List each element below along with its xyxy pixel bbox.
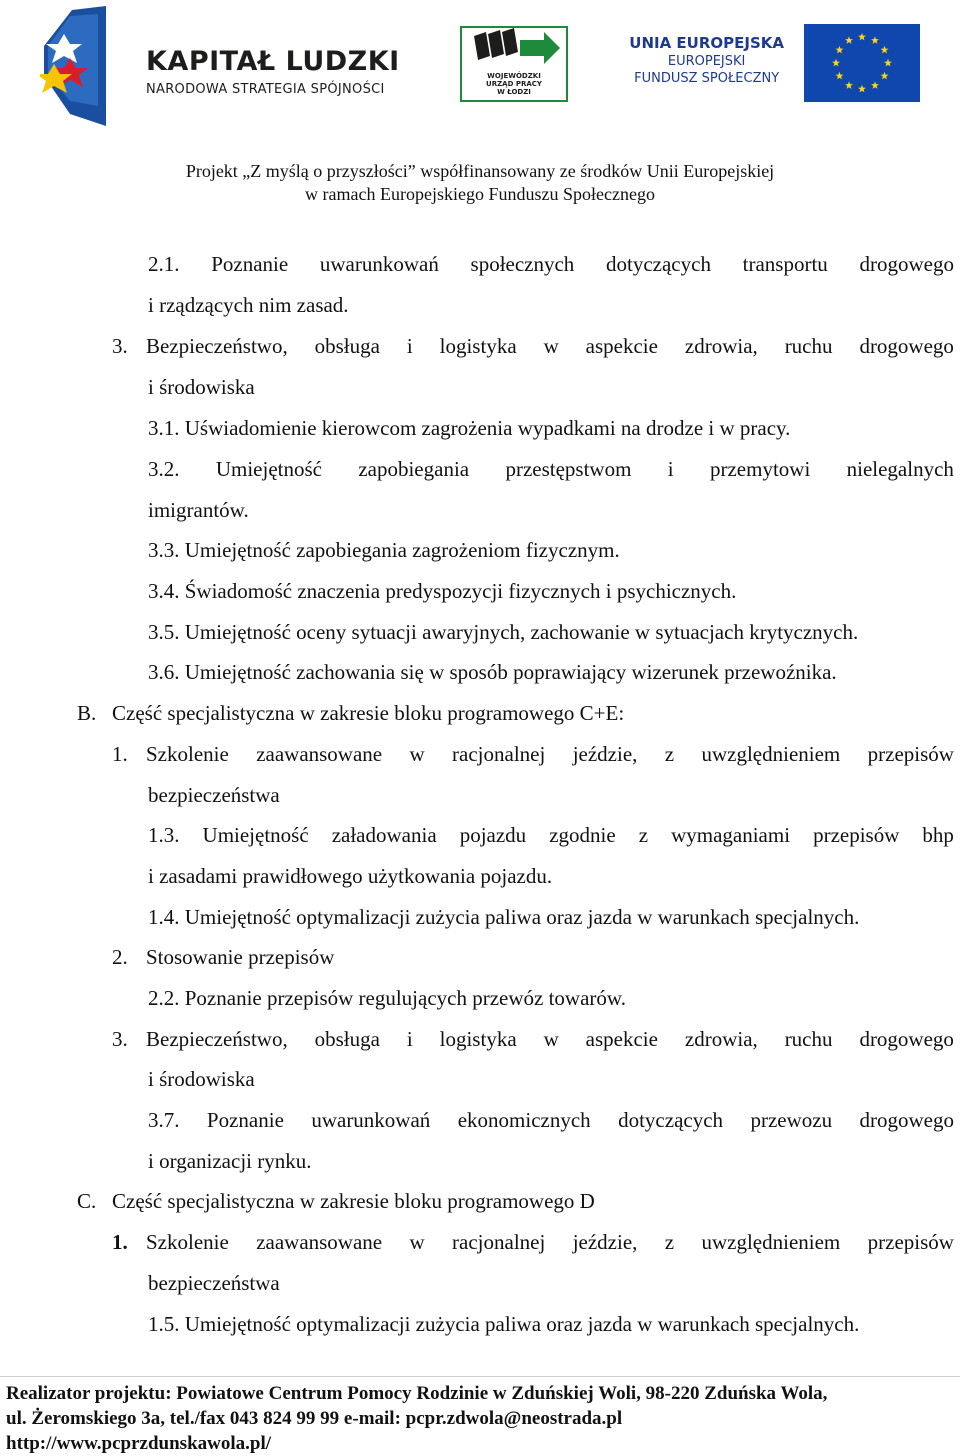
item-b1-4: 1.4. Umiejętność optymalizacji zużycia paliwa oraz jazda w warunkach specjalnych. (148, 905, 860, 929)
word: dotyczących (618, 1108, 724, 1132)
word: i (406, 1027, 413, 1051)
word: Umiejętność (202, 823, 309, 847)
word: i (406, 334, 413, 358)
item-3-5: 3.5. Umiejętność oceny sytuacji awaryjnych, zachowanie w sytuacjach krytycznych. (148, 620, 859, 644)
word: przepisów (813, 823, 900, 847)
item-b2: Stosowanie przepisów (146, 945, 335, 969)
word: z (638, 823, 649, 847)
item-b2-number: 2. (112, 945, 128, 969)
word: społecznych (470, 252, 575, 276)
word: i (667, 457, 674, 481)
word: uwarunkowań (311, 1108, 431, 1132)
item-number: 1.3. (148, 823, 180, 847)
unia-europejska-logo (620, 24, 920, 104)
word: drogowego (859, 252, 954, 276)
ue-line1: UNIA EUROPEJSKA (629, 34, 784, 52)
footer-website-link[interactable]: http://www.pcprzdunskawola.pl/ (6, 1433, 272, 1454)
word: uwarunkowań (319, 252, 439, 276)
word: logistyka (439, 1027, 517, 1051)
item-3-6: 3.6. Umiejętność zachowania się w sposób poprawiający wizerunek przewoźnika. (148, 660, 837, 684)
page-header (0, 0, 960, 140)
word: Poznanie (206, 1108, 284, 1132)
word: Bezpieczeństwo, (146, 1027, 288, 1051)
word: jeździe, (572, 742, 638, 766)
word: Szkolenie (146, 742, 229, 766)
word: aspekcie (585, 334, 658, 358)
section-b-letter: B. (77, 701, 97, 725)
word: obsługa (314, 334, 380, 358)
item-c1 (146, 1222, 954, 1263)
word: Szkolenie (146, 1230, 229, 1254)
item-b3 (146, 1019, 954, 1060)
word: wymaganiami (671, 823, 791, 847)
word: ruchu (784, 1027, 833, 1051)
ue-line2: EUROPEJSKI (667, 54, 746, 69)
word: drogowego (859, 1108, 954, 1132)
word: obsługa (314, 1027, 380, 1051)
word: logistyka (439, 334, 517, 358)
word: z (664, 1230, 675, 1254)
word: w (543, 1027, 559, 1051)
item-c1-5: 1.5. Umiejętność optymalizacji zużycia paliwa oraz jazda w warunkach specjalnych. (148, 1312, 860, 1336)
item-3-1: 3.1. Uświadomienie kierowcom zagrożenia wypadkami na drodze i w pracy. (148, 416, 791, 440)
word: drogowego (859, 1027, 954, 1051)
item-b1-3-cont: i zasadami prawidłowego użytkowania pojazdu. (148, 864, 553, 888)
project-title-line1: Projekt „Z myślą o przyszłości” współfinansowany ze środków Unii Europejskiej (185, 161, 775, 181)
wup-line2: URZĄD PRACY (486, 80, 542, 88)
item-c1-number: 1. (112, 1230, 128, 1254)
word: Poznanie (211, 252, 289, 276)
word: dotyczących (606, 252, 711, 276)
item-b1-cont: bezpieczeństwa (148, 783, 280, 807)
word: w (543, 334, 559, 358)
item-number: 3.7. (148, 1108, 180, 1132)
page-footer (0, 1376, 960, 1454)
item-b2-2: 2.2. Poznanie przepisów regulujących przewóz towarów. (148, 986, 626, 1010)
item-b1-3 (148, 815, 954, 856)
word: bhp (922, 823, 954, 847)
section-b-title: Część specjalistyczna w zakresie bloku programowego C+E: (112, 701, 625, 725)
word: przepisów (867, 1230, 954, 1254)
footer-line1: Realizator projektu: Powiatowe Centrum Pomocy Rodzinie w Zduńskiej Woli, 98-220 Zduńska Wola, (6, 1383, 828, 1404)
word: zdrowia, (684, 334, 758, 358)
item-b1 (146, 734, 954, 775)
word: zaawansowane (256, 1230, 383, 1254)
item-3-2 (148, 449, 954, 490)
project-title-line2: w ramach Europejskiego Funduszu Społecznego (305, 184, 655, 204)
item-number: 3.2. (148, 457, 180, 481)
word: aspekcie (585, 1027, 658, 1051)
eu-flag-icon (804, 24, 920, 102)
kapital-ludzki-subtitle: NARODOWA STRATEGIA SPÓJNOŚCI (146, 82, 385, 97)
word: w (409, 742, 425, 766)
item-3-cont: i środowiska (148, 375, 255, 399)
word: zaawansowane (256, 742, 383, 766)
word: przepisów (867, 742, 954, 766)
word: racjonalnej (452, 742, 546, 766)
word: z (664, 742, 675, 766)
item-number: 2.1. (148, 252, 180, 276)
word: transportu (742, 252, 828, 276)
kapital-ludzki-logo (40, 6, 420, 128)
word: załadowania (331, 823, 437, 847)
item-3-number: 3. (112, 334, 128, 358)
ue-text (629, 34, 784, 87)
ue-line3: FUNDUSZ SPOŁECZNY (634, 71, 780, 86)
item-b3-cont: i środowiska (148, 1067, 255, 1091)
item-2-1-cont: i rządzących nim zasad. (148, 293, 349, 317)
word: przestępstwom (505, 457, 632, 481)
item-b3-7 (148, 1100, 954, 1141)
word: Umiejętność (215, 457, 322, 481)
item-3 (146, 326, 954, 367)
kapital-ludzki-emblem-icon (40, 6, 110, 128)
item-3-3: 3.3. Umiejętność zapobiegania zagrożeniom fizycznym. (148, 538, 620, 562)
footer-line2: ul. Żeromskiego 3a, tel./fax 043 824 99 99 e-mail: pcpr.zdwola@neostrada.pl (6, 1408, 623, 1429)
item-3-2-cont: imigrantów. (148, 498, 249, 522)
item-3-4: 3.4. Świadomość znaczenia predyspozycji fizycznych i psychicznych. (148, 579, 737, 603)
section-c-title: Część specjalistyczna w zakresie bloku programowego D (112, 1189, 595, 1213)
word: pojazdu (459, 823, 527, 847)
word: przemytowi (709, 457, 811, 481)
item-b1-number: 1. (112, 742, 128, 766)
word: zgodnie (549, 823, 616, 847)
wup-line3: W ŁODZI (497, 88, 531, 96)
word: drogowego (859, 334, 954, 358)
item-c1-cont: bezpieczeństwa (148, 1271, 280, 1295)
word: w (409, 1230, 425, 1254)
kapital-ludzki-title: KAPITAŁ LUDZKI (146, 46, 400, 77)
item-b3-7-cont: i organizacji rynku. (148, 1149, 312, 1173)
wup-lodz-logo (460, 26, 568, 102)
item-b3-number: 3. (112, 1027, 128, 1051)
word: przewozu (750, 1108, 833, 1132)
word: zapobiegania (358, 457, 470, 481)
word: uwzględnieniem (701, 742, 841, 766)
word: Bezpieczeństwo, (146, 334, 288, 358)
wup-text (460, 72, 568, 96)
word: uwzględnieniem (701, 1230, 841, 1254)
word: racjonalnej (452, 1230, 546, 1254)
section-c-letter: C. (77, 1189, 97, 1213)
word: ekonomicznych (457, 1108, 591, 1132)
word: ruchu (784, 334, 833, 358)
word: nielegalnych (846, 457, 954, 481)
wup-line1: WOJEWÓDZKI (487, 72, 541, 80)
word: jeździe, (572, 1230, 638, 1254)
word: zdrowia, (684, 1027, 758, 1051)
item-2-1 (148, 244, 954, 285)
